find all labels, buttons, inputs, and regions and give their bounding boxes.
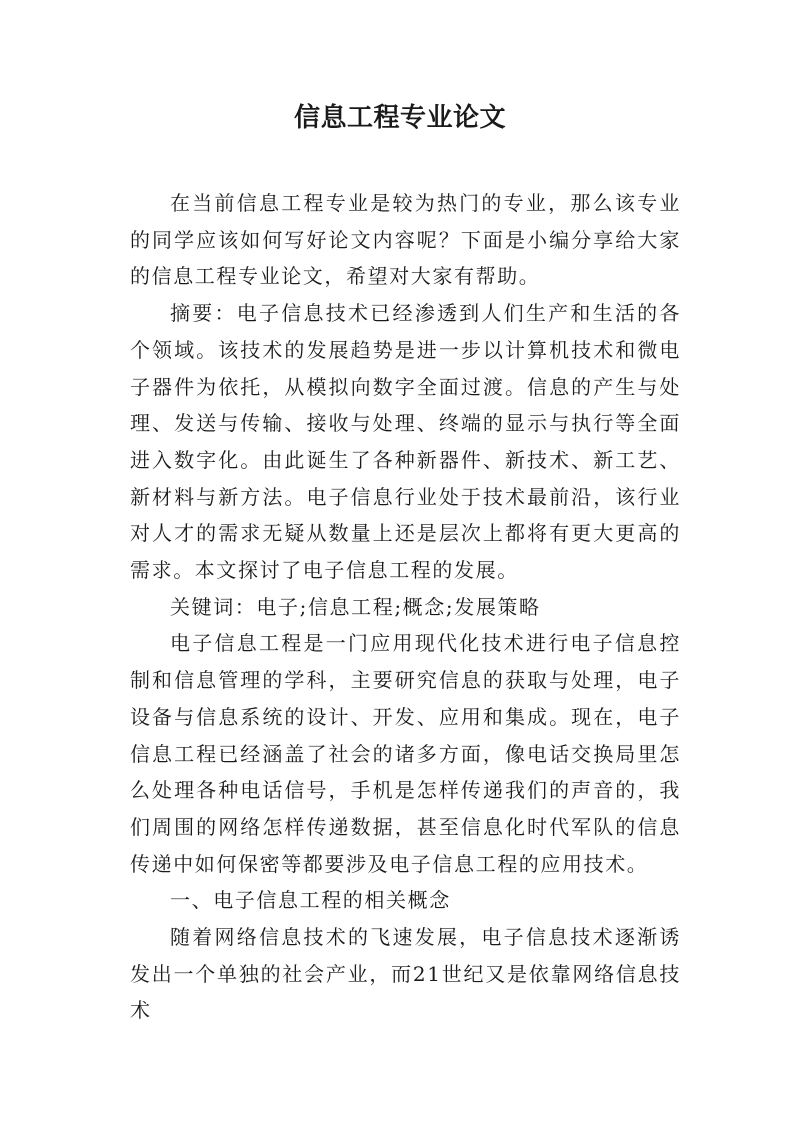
abstract-paragraph: 摘要：电子信息技术已经渗透到人们生产和生活的各个领域。该技术的发展趋势是进一步以计算机技术和微电子器件为依托，从模拟向数字全面过渡。信息的产生与处理、发送与传输、接收与处理、终端的显示与执行等全面进入数字化。由此诞生了各种新器件、新技术、新工艺、新材料与新方法。电子信息行业处于技术最前沿，该行业对人才的需求无疑从数量上还是层次上都将有更大更高的需求。本文探讨了电子信息工程的发展。 (130, 301, 681, 583)
document-body (130, 185, 681, 1029)
keywords-paragraph: 关键词：电子;信息工程;概念;发展策略 (170, 594, 541, 619)
intro-paragraph: 在当前信息工程专业是较为热门的专业，那么该专业的同学应该如何写好论文内容呢？下面是小编分享给大家的信息工程专业论文，希望对大家有帮助。 (130, 191, 681, 289)
document-title: 信息工程专业论文 (293, 103, 506, 133)
body-paragraph: 随着网络信息技术的飞速发展，电子信息技术逐渐诱发出一个单独的社会产业，而21世纪又是依靠网络信息技术 (130, 925, 681, 1023)
body-paragraph: 电子信息工程是一门应用现代化技术进行电子信息控制和信息管理的学科，主要研究信息的获取与处理，电子设备与信息系统的设计、开发、应用和集成。现在，电子信息工程已经涵盖了社会的诸多方面，像电话交换局里怎么处理各种电话信号，手机是怎样传递我们的声音的，我们周围的网络怎样传递数据，甚至信息化时代军队的信息传递中如何保密等都要涉及电子信息工程的应用技术。 (130, 631, 681, 876)
section-heading: 一、电子信息工程的相关概念 (170, 888, 451, 913)
